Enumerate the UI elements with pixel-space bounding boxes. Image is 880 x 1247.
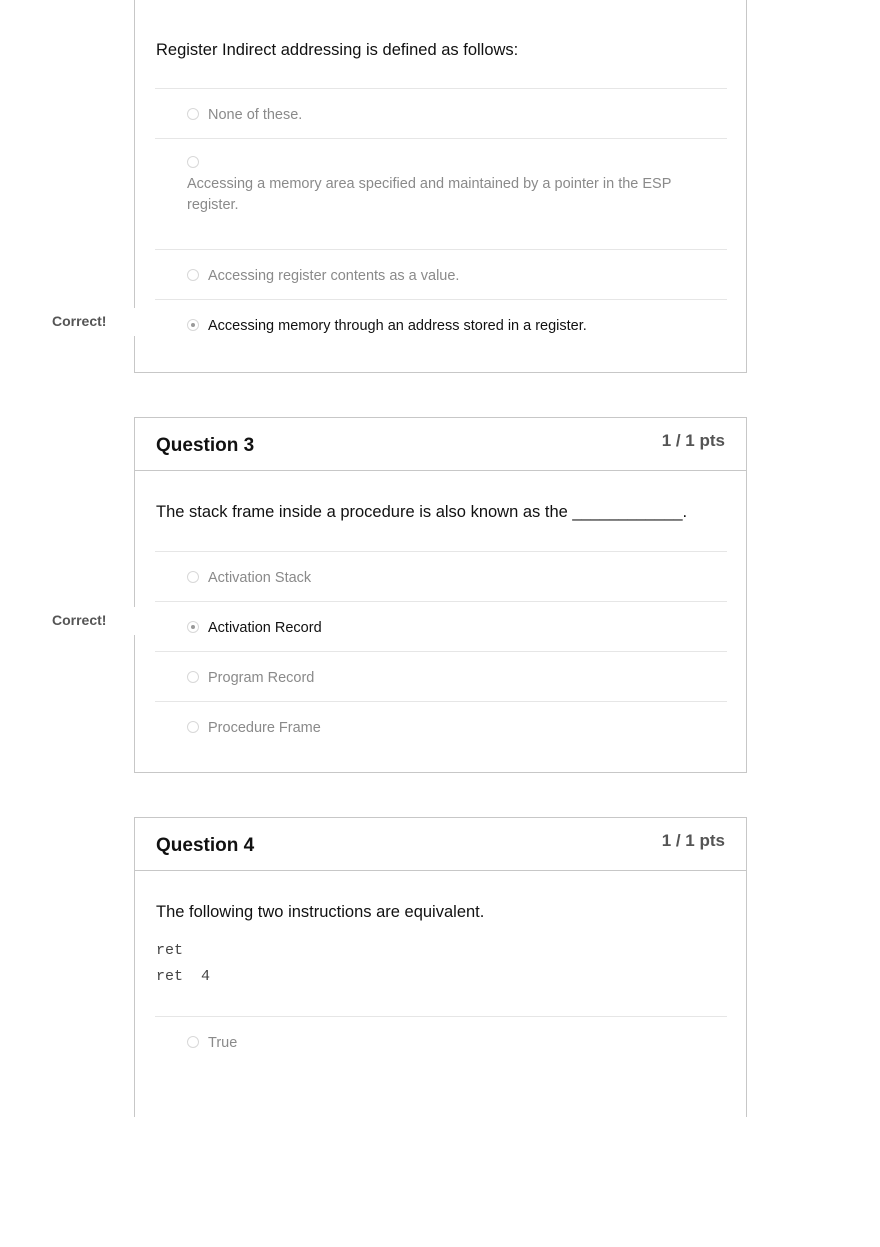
question-2-answer-4[interactable]: [187, 316, 707, 337]
radio-selected-icon[interactable]: [187, 621, 199, 633]
feedback-gap: [132, 607, 136, 635]
question-4-card: [134, 817, 747, 1117]
answer-label: True: [208, 1035, 238, 1051]
question-3-card: [134, 417, 747, 773]
radio-unselected-icon[interactable]: [187, 571, 199, 583]
question-3-prompt: The stack frame inside a procedure is also known as the ____________.: [156, 503, 688, 521]
radio-selected-icon[interactable]: [187, 319, 199, 331]
question-2-card: [134, 0, 747, 373]
answer-divider: [155, 88, 727, 89]
correct-feedback-label: Correct!: [52, 313, 107, 329]
answer-label: Activation Record: [208, 620, 322, 636]
answer-divider: [155, 651, 727, 652]
question-2-answer-3[interactable]: [187, 266, 707, 287]
question-4-prompt: The following two instructions are equivalent.: [156, 903, 485, 921]
answer-divider: [155, 249, 727, 250]
feedback-gap: [132, 308, 136, 336]
answer-divider: [155, 138, 727, 139]
answer-label: Procedure Frame: [208, 720, 321, 736]
question-3-answer-1[interactable]: [187, 568, 707, 589]
question-3-answer-3[interactable]: [187, 668, 707, 689]
question-points: 1 / 1 pts: [661, 431, 725, 450]
answer-divider: [155, 701, 727, 702]
question-title: Question 3: [156, 435, 255, 456]
answer-label: None of these.: [208, 107, 303, 123]
question-3-header: [135, 418, 746, 471]
answer-divider: [155, 299, 727, 300]
radio-unselected-icon[interactable]: [187, 1036, 199, 1048]
answer-divider: [155, 601, 727, 602]
question-2-answer-1[interactable]: [187, 105, 707, 126]
answer-label: Program Record: [208, 670, 315, 686]
code-line: ret: [156, 942, 184, 959]
radio-unselected-icon[interactable]: [187, 721, 199, 733]
correct-feedback-label: Correct!: [52, 612, 107, 628]
radio-unselected-icon[interactable]: [187, 269, 199, 281]
question-4-answer-1[interactable]: [187, 1033, 707, 1054]
radio-unselected-icon[interactable]: [187, 156, 199, 168]
code-block: [156, 938, 210, 990]
radio-unselected-icon[interactable]: [187, 108, 199, 120]
question-3-answer-4[interactable]: [187, 718, 707, 739]
question-4-header: [135, 818, 746, 871]
answer-label: Accessing memory through an address stored in a register.: [208, 318, 587, 334]
radio-unselected-icon[interactable]: [187, 671, 199, 683]
question-title: Question 4: [156, 835, 255, 856]
answer-label: Accessing a memory area specified and maintained by a pointer in the ESP register.: [187, 176, 672, 213]
answer-label: Activation Stack: [208, 570, 312, 586]
question-points: 1 / 1 pts: [661, 831, 725, 850]
answer-divider: [155, 551, 727, 552]
question-2-prompt: Register Indirect addressing is defined as follows:: [156, 41, 519, 59]
question-3-answer-2[interactable]: [187, 618, 707, 639]
answer-divider: [155, 1016, 727, 1017]
question-2-answer-2[interactable]: [187, 156, 707, 216]
code-line: ret 4: [156, 968, 211, 985]
answer-label: Accessing register contents as a value.: [208, 268, 460, 284]
